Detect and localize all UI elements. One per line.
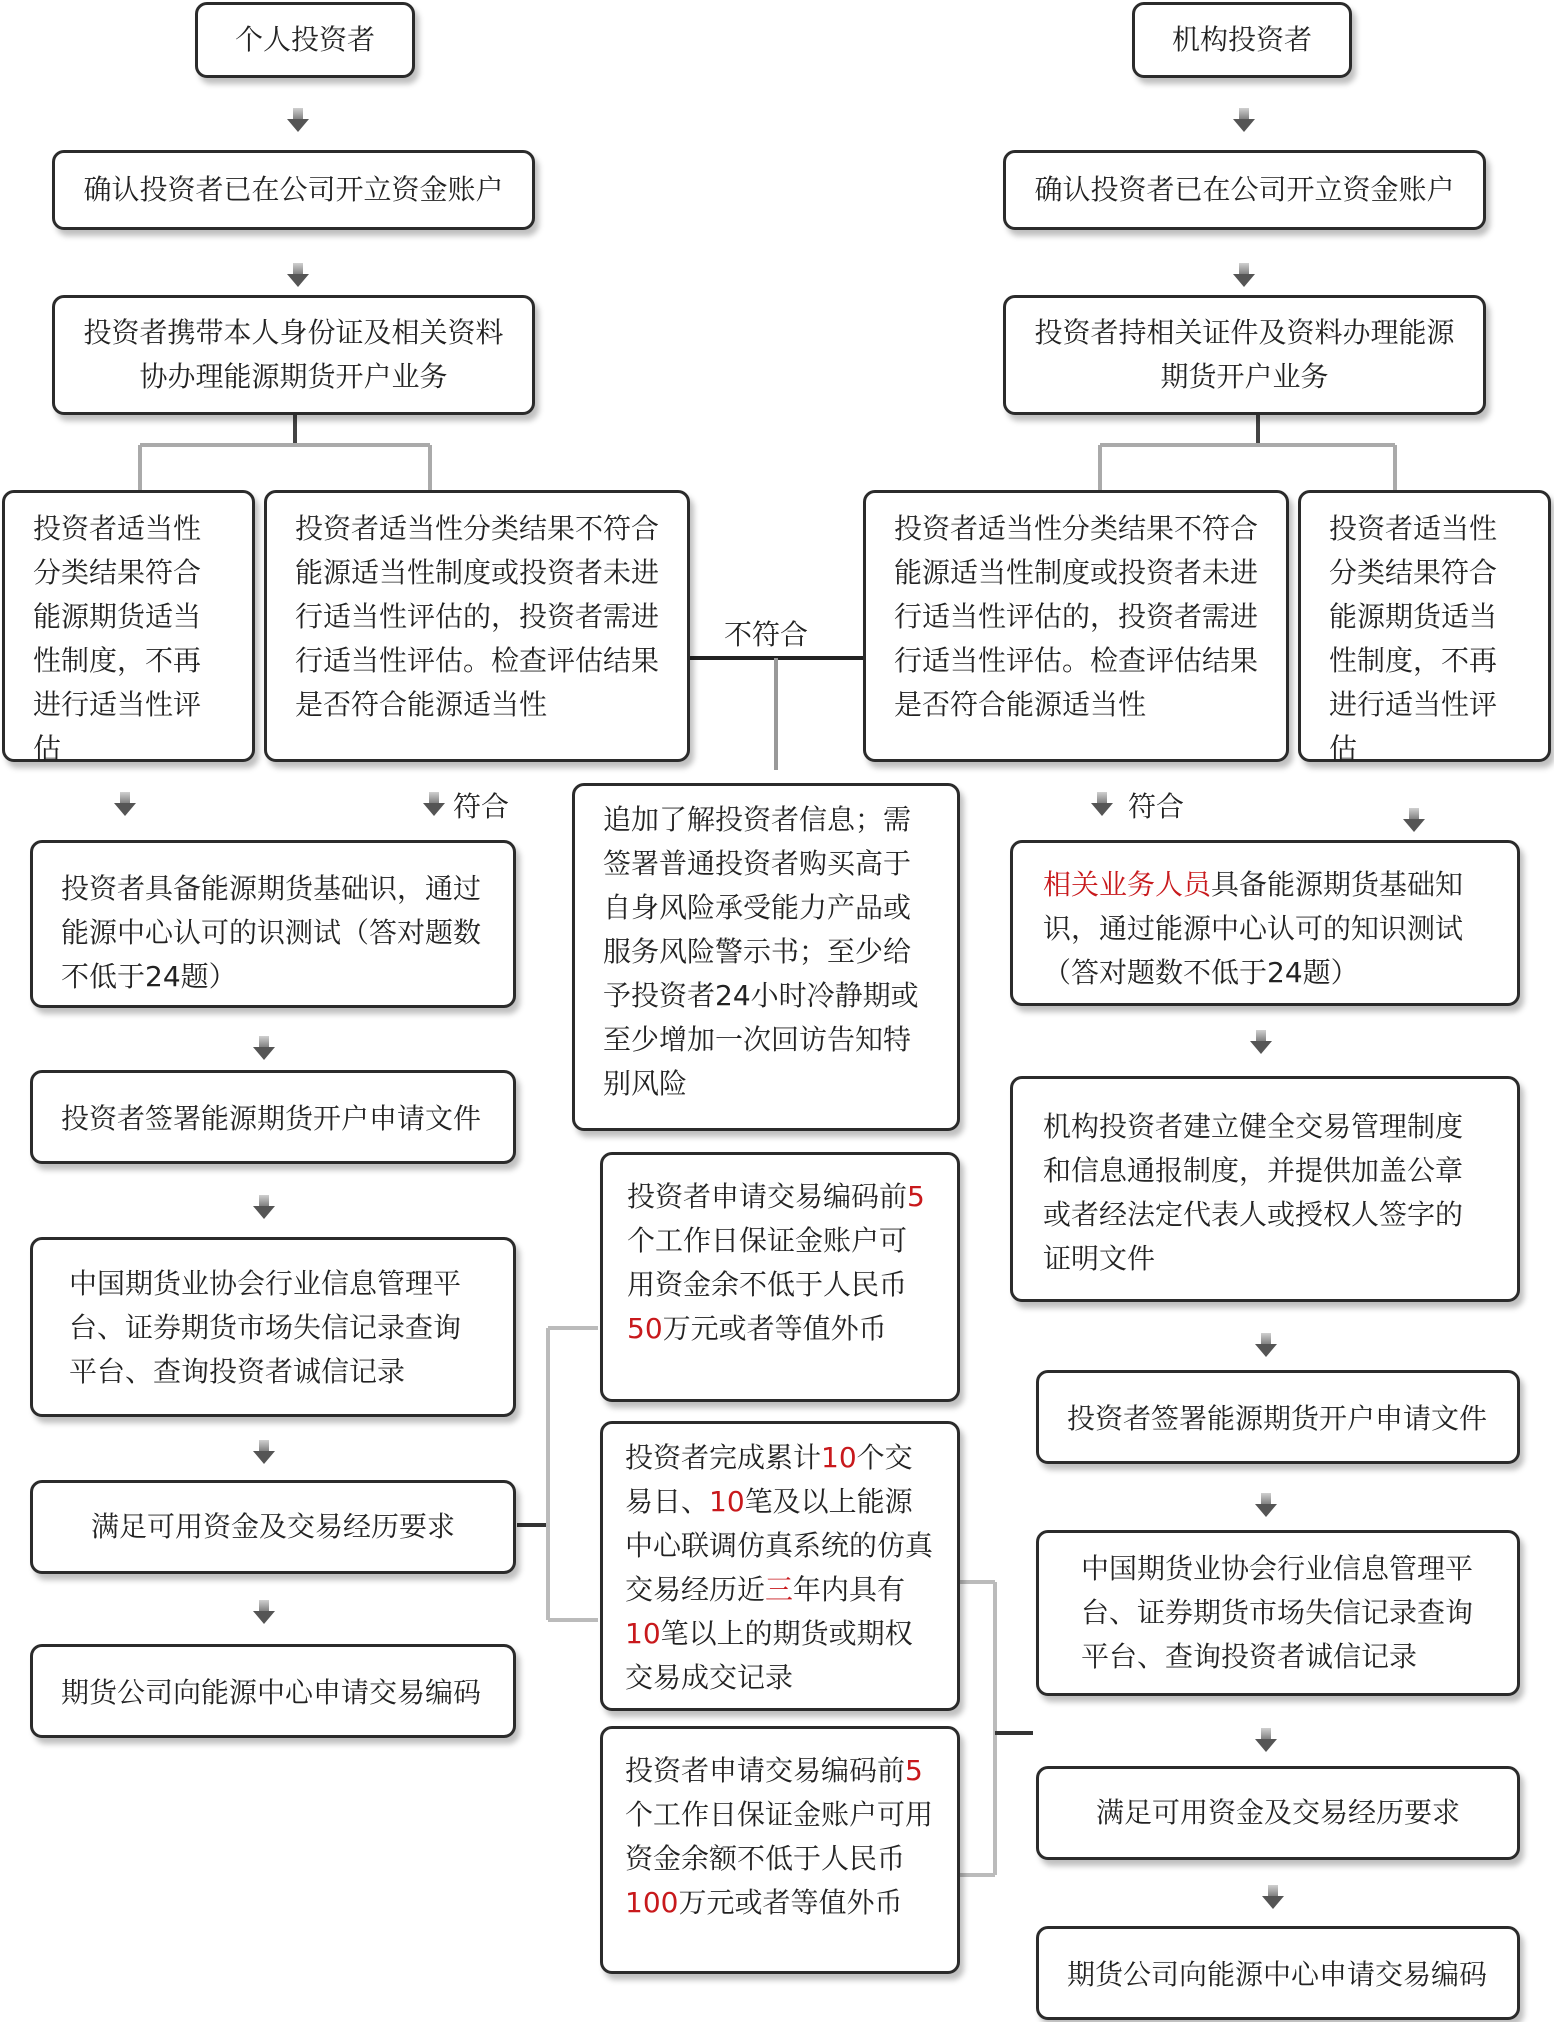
arrow-down-icon	[253, 1036, 275, 1062]
step-text: 投资者持相关证件及资料办理能源期货开户业务	[1034, 316, 1455, 393]
left-open-account	[52, 150, 535, 230]
step-text: 中国期货业协会行业信息管理平台、证券期货市场失信记录查询平台、查询投资者诚信记录	[1081, 1552, 1474, 1673]
highlight-number: 10	[709, 1485, 745, 1518]
text-part: 投资者完成累计	[625, 1441, 822, 1474]
highlight-number: 三	[765, 1573, 794, 1606]
arrow-down-icon	[114, 792, 136, 818]
right-credit-query	[1036, 1530, 1520, 1696]
right-suitability-check	[863, 490, 1289, 762]
text-part: 个工作日保证金账户可用资金余额不低于人民币	[625, 1798, 934, 1875]
match-label: 符合	[1128, 790, 1185, 823]
step-text: 确认投资者已在公司开立资金账户	[1034, 173, 1455, 206]
right-funds-requirement	[1036, 1766, 1520, 1860]
step-text: 投资者适当性分类结果不符合能源适当性制度或投资者未进行适当性评估的，投资者需进行适当性评估。检查评估结果是否符合能源适当性	[894, 512, 1259, 721]
step-text: 投资者适当性分类结果符合能源期货适当性制度，不再进行适当性评估	[1329, 512, 1498, 765]
text-part: 笔及以上能源中心联调仿真系统的仿真交易经历近	[625, 1485, 934, 1606]
highlight-number: 10	[821, 1441, 857, 1474]
text-part: 万元或者等值外币	[678, 1886, 903, 1919]
step-text: 具备能源期货基础知识，通过能源中心认可的知识测试（答对题数不低于24题）	[1043, 868, 1464, 989]
text-part: 笔以上的期货或期权交易成交记录	[625, 1617, 913, 1694]
highlight-number: 10	[625, 1617, 661, 1650]
text-part: 个交易日、	[625, 1441, 913, 1518]
step-text: 期货公司向能源中心申请交易编码	[1067, 1958, 1488, 1991]
text-part: 年内具有	[793, 1573, 906, 1606]
left-knowledge-test	[30, 840, 516, 1008]
arrow-down-icon	[1262, 1885, 1284, 1911]
start-label: 个人投资者	[234, 23, 375, 56]
left-funds-requirement	[30, 1480, 516, 1574]
step-text: 投资者适当性分类结果符合能源期货适当性制度，不再进行适当性评估	[33, 512, 202, 765]
match-label: 符合	[453, 790, 510, 823]
trading-history-requirement	[600, 1421, 960, 1711]
step-text: 投资者签署能源期货开户申请文件	[1067, 1402, 1488, 1435]
arrow-down-icon	[1091, 792, 1113, 818]
left-credit-query	[30, 1237, 516, 1417]
right-management-system	[1010, 1076, 1520, 1302]
arrow-down-icon	[1250, 1030, 1272, 1056]
right-open-futures-business	[1003, 295, 1486, 415]
step-text: 投资者具备能源期货基础识，通过能源中心认可的识测试（答对题数不低于24题）	[61, 872, 482, 993]
start-label: 机构投资者	[1171, 23, 1312, 56]
right-open-account	[1003, 150, 1486, 230]
right-sign-application	[1036, 1370, 1520, 1464]
step-text: 追加了解投资者信息；需签署普通投资者购买高于自身风险承受能力产品或服务风险警示书；至少给予投资者24小时冷静期或至少增加一次回访告知特别风险	[603, 803, 919, 1100]
step-text: 满足可用资金及交易经历要求	[1095, 1796, 1460, 1829]
step-text: 满足可用资金及交易经历要求	[90, 1510, 455, 1543]
highlight-number: 5	[905, 1754, 923, 1787]
right-knowledge-test	[1010, 840, 1520, 1006]
text-part: 万元或者等值外币	[662, 1312, 887, 1345]
step-text: 投资者签署能源期货开户申请文件	[61, 1102, 482, 1135]
start-institutional-investor	[1132, 2, 1352, 78]
not-match-label: 不符合	[724, 618, 809, 651]
arrow-down-icon	[253, 1600, 275, 1626]
arrow-down-icon	[1255, 1333, 1277, 1359]
start-individual-investor	[195, 2, 415, 78]
funds-100-requirement	[600, 1726, 960, 1974]
arrow-down-icon	[423, 792, 445, 818]
left-suitability-check	[264, 490, 690, 762]
extra-risk-measures	[572, 783, 960, 1131]
arrow-down-icon	[253, 1440, 275, 1466]
step-text: 机构投资者建立健全交易管理制度和信息通报制度，并提供加盖公章或者经法定代表人或授权人签字的证明文件	[1043, 1110, 1464, 1275]
step-text: 确认投资者已在公司开立资金账户	[83, 173, 504, 206]
left-apply-code	[30, 1644, 516, 1738]
step-text: 投资者适当性分类结果不符合能源适当性制度或投资者未进行适当性评估的，投资者需进行适当性评估。检查评估结果是否符合能源适当性	[295, 512, 660, 721]
highlight-number: 5	[907, 1180, 925, 1213]
step-text: 期货公司向能源中心申请交易编码	[61, 1676, 482, 1709]
arrow-down-icon	[253, 1195, 275, 1221]
arrow-down-icon	[1403, 808, 1425, 834]
text-part: 个工作日保证金账户可用资金余不低于人民币	[627, 1224, 908, 1301]
arrow-down-icon	[1233, 108, 1255, 134]
text-part: 投资者申请交易编码前	[627, 1180, 908, 1213]
highlight-number: 50	[627, 1312, 663, 1345]
text-part: 投资者申请交易编码前	[625, 1754, 906, 1787]
left-open-futures-business	[52, 295, 535, 415]
step-text: 投资者携带本人身份证及相关资料协办理能源期货开户业务	[83, 316, 504, 393]
left-sign-application	[30, 1070, 516, 1164]
highlight-text: 相关业务人员	[1043, 868, 1212, 901]
arrow-down-icon	[1255, 1493, 1277, 1519]
arrow-down-icon	[1255, 1728, 1277, 1754]
arrow-down-icon	[287, 263, 309, 289]
arrow-down-icon	[1233, 263, 1255, 289]
left-suitability-pass	[2, 490, 255, 765]
step-text: 中国期货业协会行业信息管理平台、证券期货市场失信记录查询平台、查询投资者诚信记录	[69, 1267, 462, 1388]
funds-50-requirement	[600, 1152, 960, 1402]
arrow-down-icon	[287, 108, 309, 134]
right-apply-code	[1036, 1926, 1520, 2020]
right-suitability-pass	[1298, 490, 1551, 765]
highlight-number: 100	[625, 1886, 679, 1919]
